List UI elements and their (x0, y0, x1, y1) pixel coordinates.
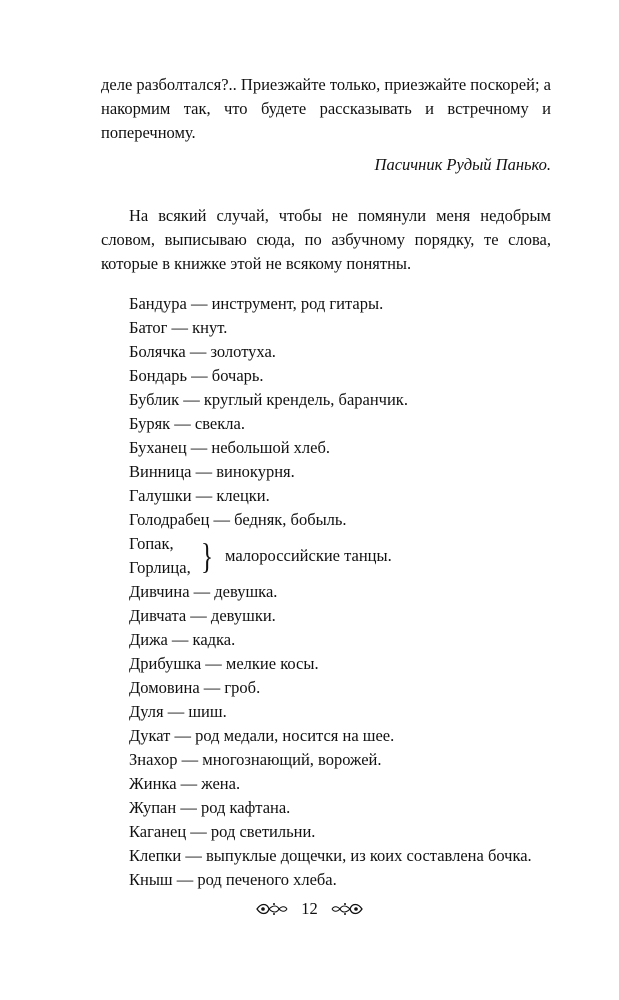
fleuron-left-icon (255, 901, 289, 917)
glossary-entry: Буханец — небольшой хлеб. (129, 438, 330, 457)
glossary-entry: Дуля — шиш. (129, 702, 227, 721)
group-definition: малороссийские танцы. (225, 546, 392, 565)
glossary-entry: Винница — винокурня. (129, 462, 295, 481)
brace-symbol: } (201, 536, 214, 576)
signature: Пасичник Рудый Панько. (374, 155, 551, 174)
note-section (101, 204, 551, 276)
glossary-entry: Бандура — инструмент, род гитары. (129, 294, 384, 313)
glossary-entry: Батог — кнут. (129, 318, 228, 337)
note-paragraph: На всякий случай, чтобы не помянули меня недобрым словом, выписываю сюда, по азбучному порядку, те слова, которые в книжке этой не всякому понятны. (101, 206, 551, 273)
glossary-entry: Домовина — гроб. (129, 678, 261, 697)
glossary-entry: Дивчата — девушки. (129, 606, 276, 625)
glossary-entry: Дрибушка — мелкие косы. (129, 654, 319, 673)
group-term-gopak: Гопак, (129, 534, 174, 553)
glossary-entry: Жинка — жена. (129, 774, 241, 793)
glossary-entry: Каганец — род светильни. (129, 822, 316, 841)
glossary-entry: Знахор — многознающий, ворожей. (129, 750, 382, 769)
glossary-entry: Клепки — выпуклые дощечки, из коих составлена бочка. (129, 846, 532, 865)
glossary-group-dances (101, 532, 551, 580)
glossary-entry: Дижа — кадка. (129, 630, 236, 649)
glossary-entry: Дукат — род медали, носится на шее. (129, 726, 395, 745)
glossary-list (101, 292, 551, 892)
glossary-entry: Буряк — свекла. (129, 414, 245, 433)
glossary-entry: Болячка — золотуха. (129, 342, 276, 361)
glossary-entry: Галушки — клецки. (129, 486, 270, 505)
page-number: 12 (301, 899, 318, 919)
intro-section (101, 73, 551, 177)
glossary-entry: Жупан — род кафтана. (129, 798, 291, 817)
glossary-entry: Кныш — род печеного хлеба. (129, 870, 337, 889)
group-terms (129, 532, 191, 580)
page-footer (0, 896, 619, 921)
glossary-entry: Бублик — круглый крендель, баранчик. (129, 390, 408, 409)
glossary-entry: Бондарь — бочарь. (129, 366, 264, 385)
fleuron-right-icon (330, 901, 364, 917)
group-term-gorlitsa: Горлица, (129, 558, 191, 577)
glossary-entry: Голодрабец — бедняк, бобыль. (129, 510, 347, 529)
intro-paragraph: деле разболтался?.. Приезжайте только, приезжайте поскорей; а накормим так, что будете рассказывать и встречному и поперечному. (101, 75, 551, 142)
glossary-entry: Дивчина — девушка. (129, 582, 278, 601)
